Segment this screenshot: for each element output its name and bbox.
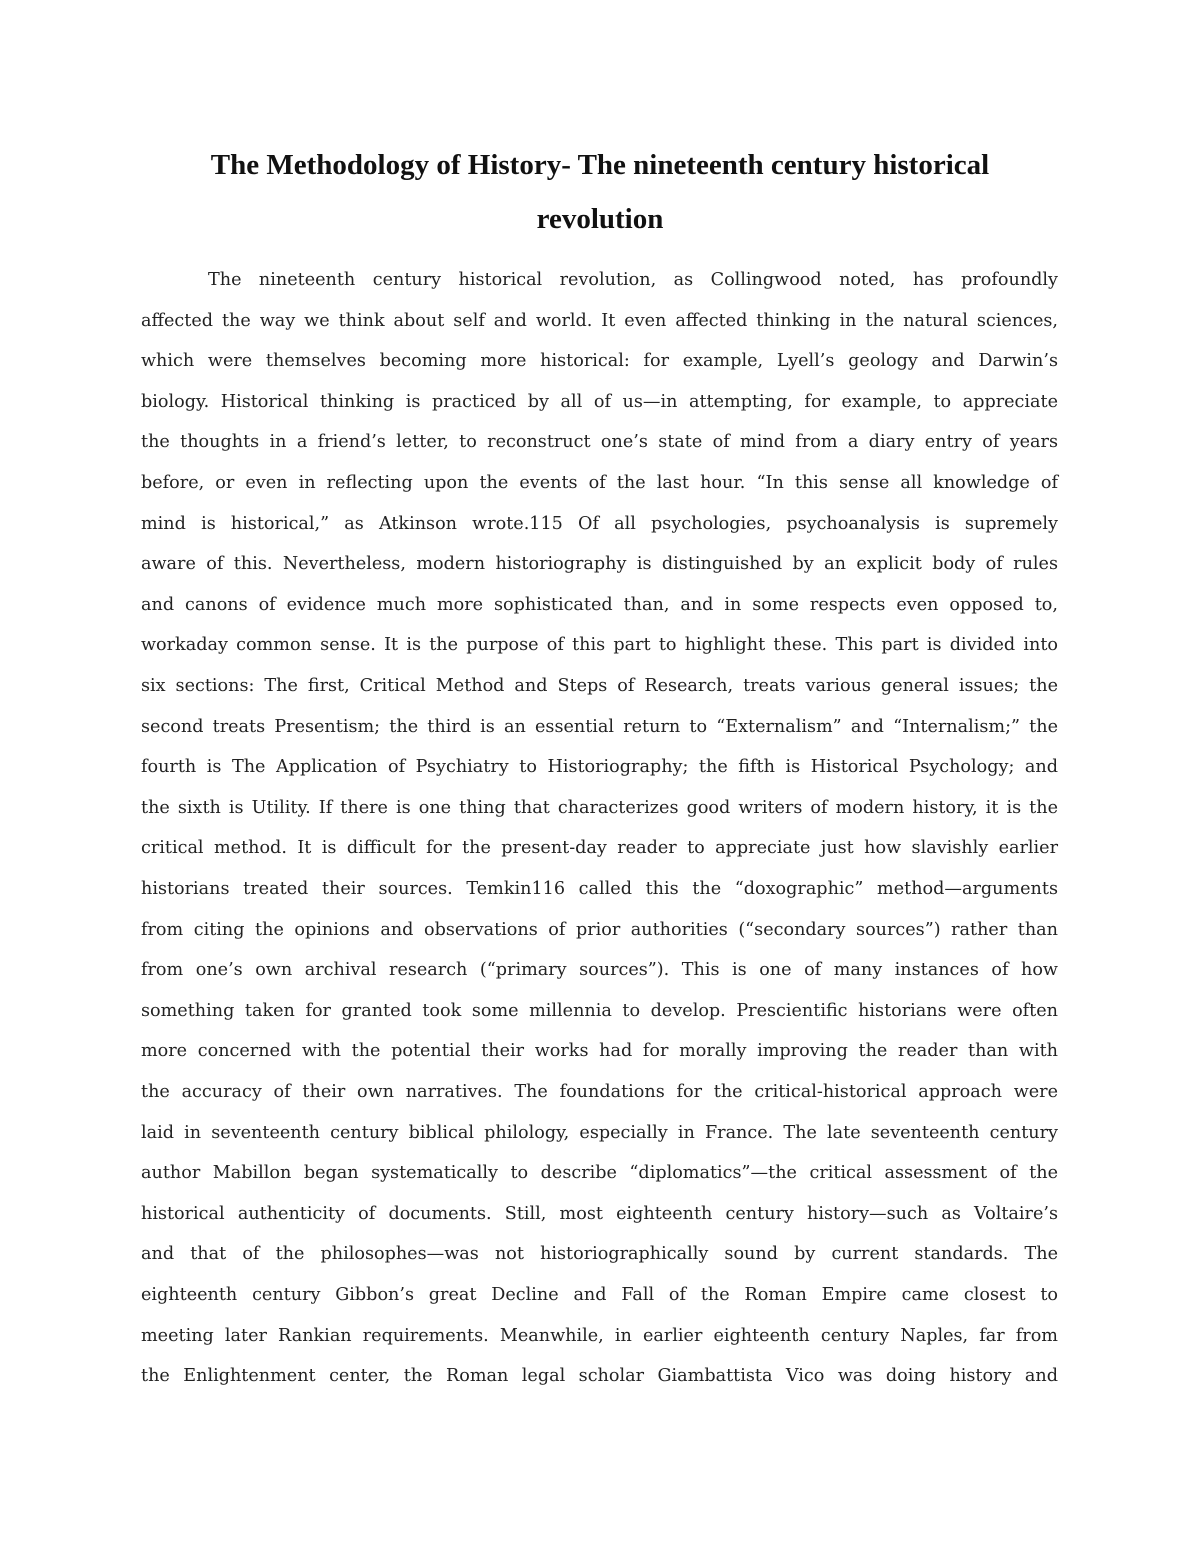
text-line: the Enlightenment center, the Roman legal scholar Giambattista Vico was doing history and xyxy=(141,1366,1058,1387)
text-line: and that of the philosophes—was not historiographically sound by current standards. The xyxy=(141,1244,1058,1265)
text-line: laid in seventeenth century biblical philology, especially in France. The late seventeenth century xyxy=(141,1122,1058,1143)
text-line: six sections: The first, Critical Method and Steps of Research, treats various general issues; the xyxy=(141,676,1058,696)
text-line: biology. Historical thinking is practiced by all of us—in attempting, for example, to appreciate xyxy=(141,391,1058,412)
text-line: critical method. It is difficult for the present-day reader to appreciate just how slavishly earlier xyxy=(141,838,1058,859)
text-line: something taken for granted took some millennia to develop. Prescientific historians were often xyxy=(141,1000,1058,1021)
text-line: workaday common sense. It is the purpose of this part to highlight these. This part is divided into xyxy=(141,635,1058,656)
text-line: historians treated their sources. Temkin116 called this the “doxographic” method—arguments xyxy=(141,879,1058,899)
text-line: second treats Presentism; the third is an essential return to “Externalism” and “Internalism;” the xyxy=(141,716,1058,737)
text-line: fourth is The Application of Psychiatry to Historiography; the fifth is Historical Psychology; and xyxy=(141,757,1058,778)
text-line: mind is historical,” as Atkinson wrote.115 Of all psychologies, psychoanalysis is supremely xyxy=(141,513,1058,534)
text-line: which were themselves becoming more historical: for example, Lyell’s geology and Darwin’s xyxy=(141,351,1058,372)
text-line: the thoughts in a friend’s letter, to reconstruct one’s state of mind from a diary entry of years xyxy=(141,432,1058,453)
text-line: affected the way we think about self and world. It even affected thinking in the natural sciences, xyxy=(141,310,1058,331)
text-line: from citing the opinions and observations of prior authorities (“secondary sources”) rather than xyxy=(141,919,1058,940)
text-line: the sixth is Utility. If there is one thing that characterizes good writers of modern history, it is the xyxy=(141,797,1058,818)
text-line: before, or even in reflecting upon the events of the last hour. “In this sense all knowledge of xyxy=(141,473,1058,493)
text-line: eighteenth century Gibbon’s great Decline and Fall of the Roman Empire came closest to xyxy=(141,1285,1058,1305)
text-line: author Mabillon began systematically to describe “diplomatics”—the critical assessment of the xyxy=(141,1163,1058,1184)
text-line: The nineteenth century historical revolution, as Collingwood noted, has profoundly xyxy=(208,270,1058,290)
text-line: aware of this. Nevertheless, modern historiography is distinguished by an explicit body of rules xyxy=(141,554,1058,575)
text-line: and canons of evidence much more sophisticated than, and in some respects even opposed to, xyxy=(141,594,1058,615)
page-title: The Methodology of History- The nineteenth century historical revolution xyxy=(210,149,990,235)
text-line: more concerned with the potential their works had for morally improving the reader than with xyxy=(141,1041,1058,1062)
text-line: the accuracy of their own narratives. The foundations for the critical-historical approach were xyxy=(141,1082,1058,1102)
text-line: meeting later Rankian requirements. Meanwhile, in earlier eighteenth century Naples, far from xyxy=(141,1325,1058,1346)
text-line: from one’s own archival research (“primary sources”). This is one of many instances of how xyxy=(141,960,1058,981)
text-line: historical authenticity of documents. Still, most eighteenth century history—such as Voltaire’s xyxy=(141,1203,1058,1224)
